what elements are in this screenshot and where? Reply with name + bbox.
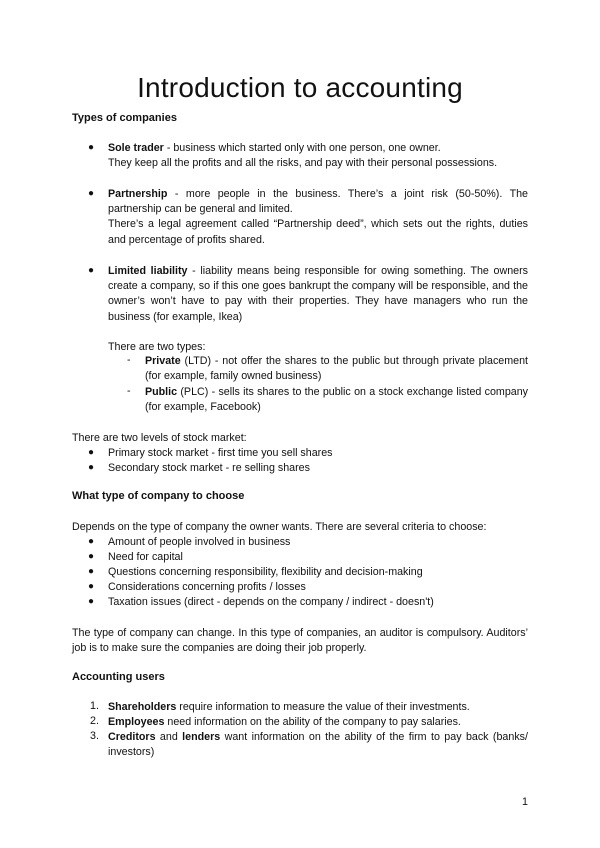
dash-marker: -	[127, 354, 131, 366]
stock-market-intro: There are two levels of stock market:	[72, 432, 247, 444]
bullet-icon: ●	[88, 536, 95, 547]
page-number: 1	[522, 796, 528, 808]
bullet-icon: ●	[88, 551, 95, 562]
choose-closing: The type of company can change. In this type of companies, an auditor is compulsory. Auditors’ job is to make sure the companies are doing their job properly.	[72, 627, 528, 655]
partnership-item	[108, 187, 528, 248]
creditors-term: Creditors	[108, 731, 156, 743]
list-number: 3.	[90, 730, 99, 742]
users-item-shareholders	[108, 700, 528, 715]
public-item	[145, 385, 528, 415]
stock-item-primary: Primary stock market - first time you sell shares	[108, 447, 333, 459]
users-item-creditors	[108, 730, 528, 760]
partnership-term: Partnership	[108, 188, 168, 200]
employees-text: need information on the ability of the company to pay salaries.	[164, 716, 461, 728]
limited-liability-item	[108, 264, 528, 325]
sole-trader-line1: - business which started only with one person, one owner.	[163, 142, 441, 154]
lenders-term: lenders	[182, 731, 221, 743]
users-item-employees	[108, 715, 528, 730]
criteria-item: Need for capital	[108, 551, 183, 563]
dash-marker: -	[127, 385, 131, 397]
bullet-icon: ●	[88, 581, 95, 592]
criteria-item: Questions concerning responsibility, flexibility and decision-making	[108, 566, 423, 578]
bullet-icon: ●	[88, 462, 95, 473]
private-item	[145, 354, 528, 384]
creditors-and: and	[155, 731, 183, 743]
heading-types-of-companies: Types of companies	[72, 112, 177, 124]
bullet-icon: ●	[88, 596, 95, 607]
shareholders-term: Shareholders	[108, 701, 177, 713]
creditors-text: want information on the ability of the firm to pay back (banks/ investors)	[108, 731, 528, 759]
sole-trader-term: Sole trader	[108, 142, 164, 154]
limited-liability-text: - liability means being responsible for owing something. The owners create a company, so if this one goes bankrupt the company will be responsible, and the owner’s won’t have to pay with their properties. They have managers who run the business (for example, Ikea)	[108, 265, 528, 323]
limited-liability-term: Limited liability	[108, 265, 188, 277]
bullet-icon: ●	[88, 447, 95, 458]
employees-term: Employees	[108, 716, 165, 728]
two-types-intro: There are two types:	[108, 341, 206, 353]
heading-accounting-users: Accounting users	[72, 671, 165, 683]
partnership-para2: There’s a legal agreement called “Partnership deed”, which sets out the rights, duties and percentage of profits shared.	[108, 218, 528, 246]
list-number: 1.	[90, 700, 99, 712]
partnership-text1: - more people in the business. There’s a joint risk (50-50%). The partnership can be general and limited.	[108, 188, 528, 216]
stock-item-secondary: Secondary stock market - re selling shares	[108, 462, 310, 474]
sole-trader-item	[108, 141, 528, 171]
criteria-item: Considerations concerning profits / losses	[108, 581, 306, 593]
public-term: Public	[145, 386, 178, 398]
choose-intro: Depends on the type of company the owner wants. There are several criteria to choose:	[72, 521, 487, 533]
bullet-icon: ●	[88, 188, 95, 199]
list-number: 2.	[90, 715, 99, 727]
bullet-icon: ●	[88, 142, 95, 153]
heading-what-type-to-choose: What type of company to choose	[72, 490, 245, 502]
shareholders-text: require information to measure the value of their investments.	[176, 701, 470, 713]
partnership-para1	[108, 187, 528, 217]
bullet-icon: ●	[88, 265, 95, 276]
public-text: (PLC) - sells its shares to the public on a stock exchange listed company (for example, Facebook)	[145, 386, 528, 414]
private-term: Private	[145, 355, 181, 367]
criteria-item: Amount of people involved in business	[108, 536, 291, 548]
sole-trader-line2: They keep all the profits and all the risks, and pay with their personal possessions.	[108, 157, 498, 170]
page-title: Introduction to accounting	[137, 72, 463, 103]
private-text: (LTD) - not offer the shares to the public but through private placement (for example, family owned business)	[145, 355, 528, 383]
criteria-item: Taxation issues (direct - depends on the company / indirect - doesn't)	[108, 596, 434, 608]
bullet-icon: ●	[88, 566, 95, 577]
